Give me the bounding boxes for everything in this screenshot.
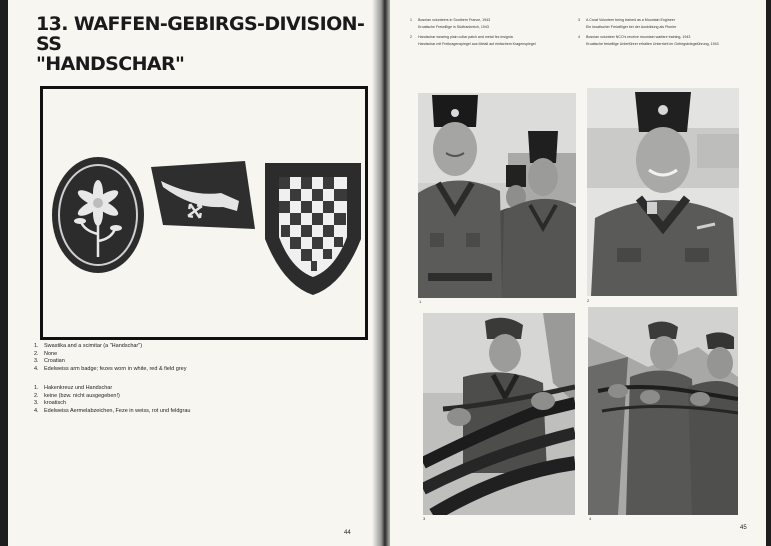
right-page [390, 0, 766, 546]
photo-nco-mountain-training [588, 307, 738, 515]
left-page [8, 0, 380, 546]
photo-number: 4 [589, 516, 592, 521]
caption: 4 Bosnian volunteer NCO's receive mountain warfare training, 1943 Kroatische freiwillige Unterführer erhalten Unterricht im Gebirgskriegsführung, 1943 [578, 35, 719, 46]
edelweiss-badge [52, 157, 144, 273]
list-item: 2. keine (bzw. nicht ausgegeben!) [34, 392, 120, 399]
page-number-left: 44 [344, 530, 351, 536]
captions-column-left [410, 18, 580, 52]
caption: 2 Handschar wearing plain collar patch and metal fez insignia Handschar mit Freikragenspiegel aus Metall auf einfachem Kragenspiegel [410, 35, 536, 46]
insignia-list-german [34, 385, 364, 415]
list-item: 2. None [34, 350, 58, 357]
photo-number: 2 [587, 298, 590, 303]
photo-number: 3 [423, 516, 426, 521]
page-number-right: 45 [740, 525, 747, 531]
insignia-photo-frame [40, 86, 368, 340]
photo-volunteers-france [418, 93, 576, 298]
photo-engineer-training [423, 313, 575, 515]
list-item: 4. Edelweiss arm badge; fezes worn in white, red & field grey [34, 365, 187, 372]
list-item: 1. Swastika and a scimitar (a "Handschar") [34, 343, 143, 349]
insignia-list-english [34, 343, 364, 373]
title-line-1: 13. WAFFEN-GEBIRGS-DIVISION-SS [36, 13, 365, 55]
captions-column-right [578, 18, 753, 52]
list-item: 3. kroatisch [34, 400, 67, 406]
insignia-photo [43, 89, 365, 337]
list-item: 4. Edelweiss Aermelabzeichen, Feze in weiss, rot und feldgrau [34, 407, 191, 414]
photo-number: 1 [419, 299, 422, 304]
page-title [36, 14, 380, 74]
photo-soldier-fez-insignia [587, 88, 739, 296]
list-item: 3. Croatian [34, 358, 65, 364]
caption: 3 A Croat Volunteer being trained as a Mountain Engineer Ein kroatischer Freiwilliger bei der Ausbildung als Pionier [578, 18, 677, 29]
list-item: 1. Hakenkreuz und Handschar [34, 385, 113, 391]
title-line-2: "HANDSCHAR" [36, 53, 185, 75]
handschar-collar-patch [151, 161, 255, 229]
caption: 1 Bosnian volunteers in Southern France, 1943 Kroatische Freiwillige in Südfrankreich, 1943 [410, 18, 491, 29]
